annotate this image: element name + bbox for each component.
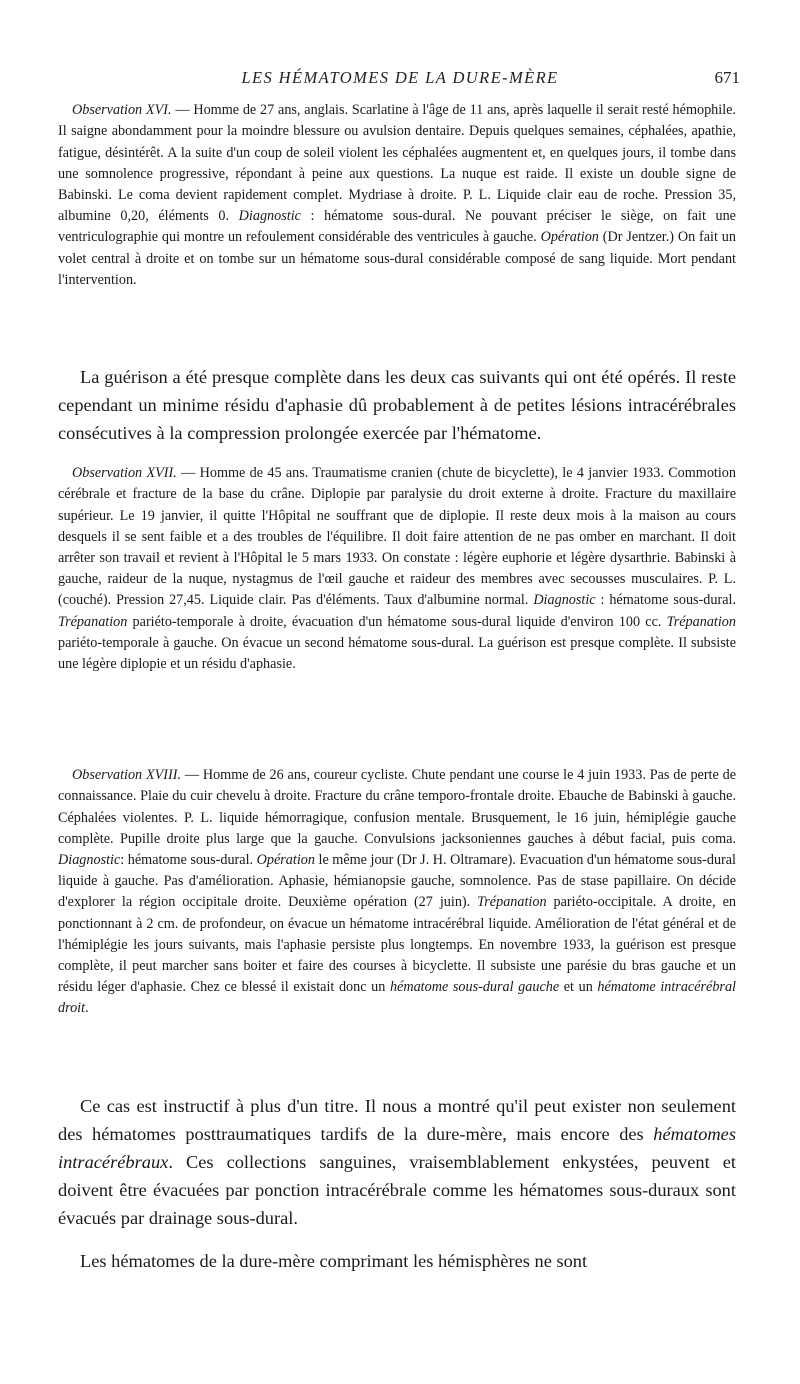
observation-text: le même jour (Dr J. H. Oltramare). Evacuation d'un hématome sous-dural liquide à gauche. Pas d'amélioration. Aphasie, hémianopsie gauche, somnolence. Pas de stase papillaire. On décide d'explorer la région occipitale droite. Deuxième opération (27 juin).	[58, 852, 736, 911]
observation-label: Observation XVI.	[72, 102, 172, 119]
emphasis-text: hématome sous-dural gauche	[389, 979, 560, 996]
operation-label: Opération	[540, 229, 599, 246]
observation-xvii	[58, 463, 736, 675]
paragraph-text: . Ces collections sanguines, vraisemblablement enkystées, peuvent et doivent être évacuées par ponction intracérébrale comme les hématomes sous-duraux sont évacués par drainage sous-dural.	[58, 1151, 736, 1228]
observation-text: — Homme de 45 ans. Traumatisme cranien (chute de bicyclette), le 4 janvier 1933. Commotion cérébrale et fracture de la base du crâne. Diplopie par paralysie du droit externe à droite. Fracture du maxillaire supérieur. Le 19 janvier, il quitte l'Hôpital ne souffrant que de diplopie. Il reste deux mois à la maison au cours desquels il se sent faible et a des troubles de l'équilibre. Il doit faire attention de ne pas omber en marchant. Il doit arrêter son travail et revient à l'Hôpital le 5 mars 1933. On constate : légère euphorie et légère dysarthrie. Babinski à gauche, raideur de la nuque, nystagmus de l'œil gauche et raideur des membres avec secousses musculaires. P. L. (couché). Pression 27,45. Liquide clair. Pas d'éléments. Taux d'albumine normal.	[58, 465, 736, 609]
diagnostic-label: Diagnostic	[58, 852, 121, 868]
observation-text: (Dr Jentzer.) On fait un volet central à droite et on tombe sur un hématome sous-dural considérable composé de sang liquide. Mort pendant l'intervention.	[58, 229, 736, 288]
emphasis-text: hématomes intracérébraux	[58, 1124, 736, 1172]
operation-label: Opération	[256, 852, 315, 868]
paragraph-text: Ce cas est instructif à plus d'un titre. Il nous a montré qu'il peut exister non seulement des hématomes posttraumatiques tardifs de la dure-mère, mais encore des	[58, 1096, 736, 1145]
trepanation-label: Trépanation	[666, 613, 736, 630]
observation-xvi	[58, 100, 736, 291]
observation-text: : hématome sous-dural.	[120, 852, 257, 868]
observation-xviii	[58, 765, 736, 1019]
observation-text: .	[85, 1000, 89, 1017]
body-paragraph: Les hématomes de la dure-mère comprimant les hémisphères ne sont	[80, 1251, 588, 1272]
diagnostic-label: Diagnostic	[238, 208, 301, 225]
observation-text: — Homme de 27 ans, anglais. Scarlatine à l'âge de 11 ans, après laquelle il serait resté hémophile. Il saigne abondamment pour la moindre blessure ou avulsion dentaire. Depuis quelques semaines, céphalées, apathie, fatigue, désintérêt. A la suite d'un coup de soleil violent les céphalées augmentent et, en quelques jours, il tombe dans une somnolence progressive, répondant à peine aux questions. La nuque est raide. Il existe un double signe de Babinski. Le coma devient rapidement complet. Mydriase à droite. P. L. Liquide clair eau de roche. Pression 35, albumine 0,20, éléments 0.	[58, 102, 736, 225]
trepanation-label: Trépanation	[58, 613, 128, 630]
emphasis-text: hématome intracérébral droit	[58, 979, 736, 1017]
observation-text: et un	[559, 979, 598, 996]
diagnostic-label: Diagnostic	[533, 592, 596, 609]
observation-label: Observation XVIII.	[72, 767, 182, 784]
observation-text: : hématome sous-dural. Ne pouvant préciser le siège, on fait une ventriculographie qui montre un refoulement considérable des ventricules à gauche.	[58, 208, 736, 246]
trepanation-label: Trépanation	[477, 894, 547, 911]
observation-text: pariéto-temporale à droite, évacuation d'un hématome sous-dural liquide d'environ 100 cc.	[127, 613, 667, 630]
observation-text: — Homme de 26 ans, coureur cycliste. Chute pendant une course le 4 juin 1933. Pas de perte de connaissance. Plaie du cuir chevelu à droite. Fracture du crâne temporo-frontale droite. Ebauche de Babinski à gauche. Céphalées violentes. P. L. liquide hémorragique, confusion mentale. Brusquement, le 16 juin, hémiplégie gauche complète. Pupille droite plus large que la gauche. Convulsions jacksoniennes gauches à début facial, puis coma.	[58, 767, 736, 847]
observation-label: Observation XVII.	[72, 465, 177, 482]
page-number: 671	[714, 68, 740, 87]
body-paragraph: La guérison a été presque complète dans les deux cas suivants qui ont été opérés. Il reste cependant un minime résidu d'aphasie dû probablement à de petites lésions intracérébrales consécutives à la compression prolongée exercée par l'hématome.	[58, 367, 736, 443]
observation-text: pariéto-occipitale. A droite, en ponctionnant à 2 cm. de profondeur, on évacue un hématome intracérébral liquide. Amélioration de l'état général et de l'hémiplégie les jours suivants, mais l'aphasie persiste plus longtemps. En novembre 1933, la guérison est presque complète, il peut marcher sans boiter et faire des courses à bicyclette. Il subsiste une parésie du bras gauche et un résidu léger d'aphasie. Chez ce blessé il existait donc un	[58, 894, 736, 996]
observation-text: pariéto-temporale à gauche. On évacue un second hématome sous-dural. La guérison est presque complète. Il subsiste une légère diplopie et un résidu d'aphasie.	[58, 634, 736, 673]
body-paragraph	[58, 1093, 736, 1232]
running-title: LES HÉMATOMES DE LA DURE-MÈRE	[241, 68, 559, 87]
observation-text: : hématome sous-dural.	[595, 592, 736, 609]
